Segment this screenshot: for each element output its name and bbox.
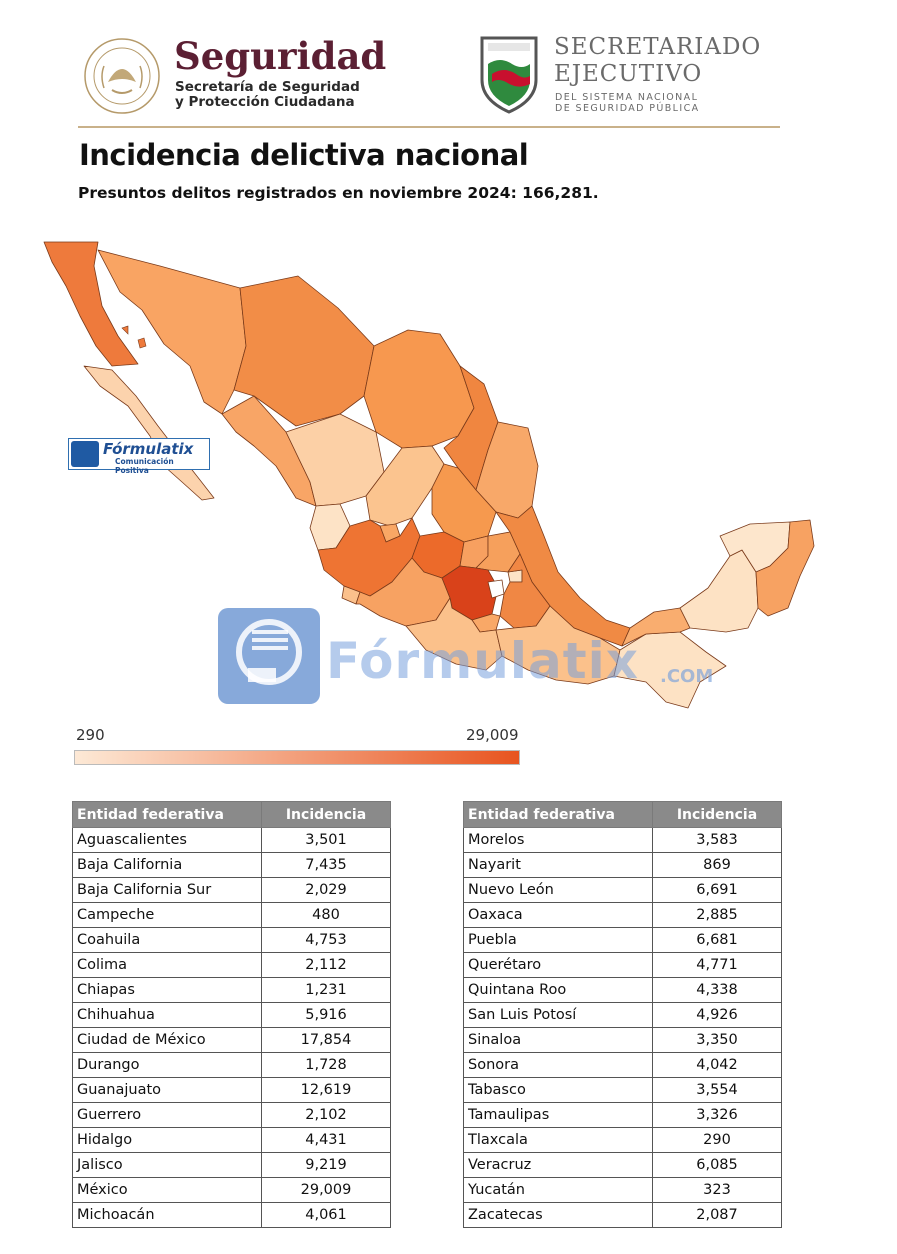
incidence-cell: 2,102 [262, 1103, 391, 1128]
entity-cell: Baja California [73, 853, 262, 878]
table-row [73, 853, 391, 878]
entity-cell: Quintana Roo [464, 978, 653, 1003]
secretariado-title-line1: SECRETARIADO [554, 34, 762, 60]
table-row [464, 1053, 782, 1078]
table-row [73, 953, 391, 978]
incidence-cell: 3,326 [653, 1103, 782, 1128]
header-divider [78, 126, 780, 128]
formulatix-logo-icon [71, 441, 99, 467]
incidence-cell: 3,554 [653, 1078, 782, 1103]
table-row [464, 978, 782, 1003]
table-row [464, 828, 782, 853]
entity-cell: Tabasco [464, 1078, 653, 1103]
formulatix-watermark-icon [218, 608, 320, 704]
secretariado-title-line2: EJECUTIVO [554, 61, 703, 87]
incidence-cell: 17,854 [262, 1028, 391, 1053]
incidence-cell: 6,681 [653, 928, 782, 953]
incidence-cell: 323 [653, 1178, 782, 1203]
entity-cell: Durango [73, 1053, 262, 1078]
incidence-cell: 2,112 [262, 953, 391, 978]
column-header-incidence: Incidencia [653, 802, 782, 828]
entity-cell: Colima [73, 953, 262, 978]
state-campeche [680, 550, 758, 632]
formulatix-watermark-text: Fórmulatix [326, 632, 640, 690]
entity-cell: Morelos [464, 828, 653, 853]
entity-cell: Tamaulipas [464, 1103, 653, 1128]
incidence-cell: 4,338 [653, 978, 782, 1003]
entity-cell: Tlaxcala [464, 1128, 653, 1153]
table-row [464, 903, 782, 928]
incidence-cell: 4,926 [653, 1003, 782, 1028]
page-header [78, 30, 780, 126]
secretariado-logo-title [554, 34, 761, 88]
table-row [73, 1028, 391, 1053]
incidence-cell: 12,619 [262, 1078, 391, 1103]
page-title: Incidencia delictiva nacional [79, 138, 529, 172]
state-baja-california-sur [84, 366, 214, 500]
entity-cell: Veracruz [464, 1153, 653, 1178]
entity-cell: San Luis Potosí [464, 1003, 653, 1028]
table-row [73, 1178, 391, 1203]
incidence-cell: 6,691 [653, 878, 782, 903]
incidence-cell: 480 [262, 903, 391, 928]
incidence-cell: 290 [653, 1128, 782, 1153]
incidence-cell: 6,085 [653, 1153, 782, 1178]
entity-cell: Guerrero [73, 1103, 262, 1128]
entity-cell: Jalisco [73, 1153, 262, 1178]
table-row [73, 928, 391, 953]
table-row [73, 1103, 391, 1128]
entity-cell: Hidalgo [73, 1128, 262, 1153]
incidence-cell: 4,042 [653, 1053, 782, 1078]
table-body-left [73, 828, 391, 1228]
entity-cell: México [73, 1178, 262, 1203]
islands-hint [122, 326, 146, 348]
column-header-entity: Entidad federativa [73, 802, 262, 828]
table-row [464, 1178, 782, 1203]
table-row [464, 928, 782, 953]
entity-cell: Coahuila [73, 928, 262, 953]
table-row [464, 1003, 782, 1028]
incidence-cell: 2,029 [262, 878, 391, 903]
table-header-row [73, 802, 391, 828]
state-coahuila [364, 330, 474, 448]
entity-cell: Guanajuato [73, 1078, 262, 1103]
table-row [73, 878, 391, 903]
entity-cell: Nayarit [464, 853, 653, 878]
incidence-cell: 2,885 [653, 903, 782, 928]
table-row [73, 1203, 391, 1228]
table-row [464, 1153, 782, 1178]
entity-cell: Ciudad de México [73, 1028, 262, 1053]
entity-cell: Yucatán [464, 1178, 653, 1203]
table-row [73, 1153, 391, 1178]
sesnsp-shield-icon [478, 34, 540, 114]
entity-cell: Zacatecas [464, 1203, 653, 1228]
incidence-cell: 9,219 [262, 1153, 391, 1178]
table-header-row [464, 802, 782, 828]
incidence-cell: 5,916 [262, 1003, 391, 1028]
seguridad-sub-line2: y Protección Ciudadana [175, 94, 355, 110]
incidence-cell: 2,087 [653, 1203, 782, 1228]
national-seal-icon [82, 36, 162, 116]
table-row [73, 1053, 391, 1078]
table-row [73, 903, 391, 928]
entity-cell: Campeche [73, 903, 262, 928]
table-row [464, 953, 782, 978]
incidence-cell: 7,435 [262, 853, 391, 878]
incidence-cell: 3,350 [653, 1028, 782, 1053]
table-row [464, 1078, 782, 1103]
incidence-cell: 4,771 [653, 953, 782, 978]
table-row [464, 1028, 782, 1053]
table-row [464, 1103, 782, 1128]
formulatix-watermark-small [68, 438, 210, 475]
secretariado-sub-line1: DEL SISTEMA NACIONAL [555, 92, 699, 103]
incidence-cell: 3,583 [653, 828, 782, 853]
incidence-cell: 29,009 [262, 1178, 391, 1203]
table-row [464, 853, 782, 878]
seguridad-sub-line1: Secretaría de Seguridad [175, 79, 360, 95]
formulatix-small-text: Fórmulatix [103, 440, 194, 458]
table-row [73, 1128, 391, 1153]
incidence-cell: 4,431 [262, 1128, 391, 1153]
table-body-right [464, 828, 782, 1228]
seguridad-logo-subtitle [175, 80, 360, 110]
incidence-cell: 4,753 [262, 928, 391, 953]
entity-cell: Baja California Sur [73, 878, 262, 903]
entity-cell: Aguascalientes [73, 828, 262, 853]
legend-max-label: 29,009 [466, 726, 519, 744]
table-row [73, 1078, 391, 1103]
incidence-table-left [72, 801, 391, 1228]
column-header-entity: Entidad federativa [464, 802, 653, 828]
page-subtitle: Presuntos delitos registrados en noviembre 2024: 166,281. [78, 184, 599, 202]
entity-cell: Sonora [464, 1053, 653, 1078]
secretariado-sub-line2: DE SEGURIDAD PÚBLICA [555, 103, 700, 114]
formulatix-watermark-suffix: .COM [660, 666, 714, 687]
table-row [73, 1003, 391, 1028]
entity-cell: Chiapas [73, 978, 262, 1003]
table-row [464, 1203, 782, 1228]
column-header-incidence: Incidencia [262, 802, 391, 828]
incidence-cell: 4,061 [262, 1203, 391, 1228]
incidence-cell: 1,728 [262, 1053, 391, 1078]
table-row [464, 1128, 782, 1153]
entity-cell: Chihuahua [73, 1003, 262, 1028]
table-row [464, 878, 782, 903]
legend-min-label: 290 [76, 726, 105, 744]
incidence-cell: 869 [653, 853, 782, 878]
entity-cell: Nuevo León [464, 878, 653, 903]
table-row [73, 978, 391, 1003]
entity-cell: Oaxaca [464, 903, 653, 928]
entity-cell: Michoacán [73, 1203, 262, 1228]
entity-cell: Querétaro [464, 953, 653, 978]
secretariado-logo-subtitle [555, 92, 700, 114]
seguridad-logo-title: Seguridad [174, 34, 387, 78]
formulatix-small-tagline: Comunicación Positiva [115, 457, 174, 475]
entity-cell: Puebla [464, 928, 653, 953]
table-row [73, 828, 391, 853]
incidence-cell: 3,501 [262, 828, 391, 853]
legend-gradient-bar [74, 750, 520, 765]
incidence-cell: 1,231 [262, 978, 391, 1003]
incidence-table-right [463, 801, 782, 1228]
entity-cell: Sinaloa [464, 1028, 653, 1053]
